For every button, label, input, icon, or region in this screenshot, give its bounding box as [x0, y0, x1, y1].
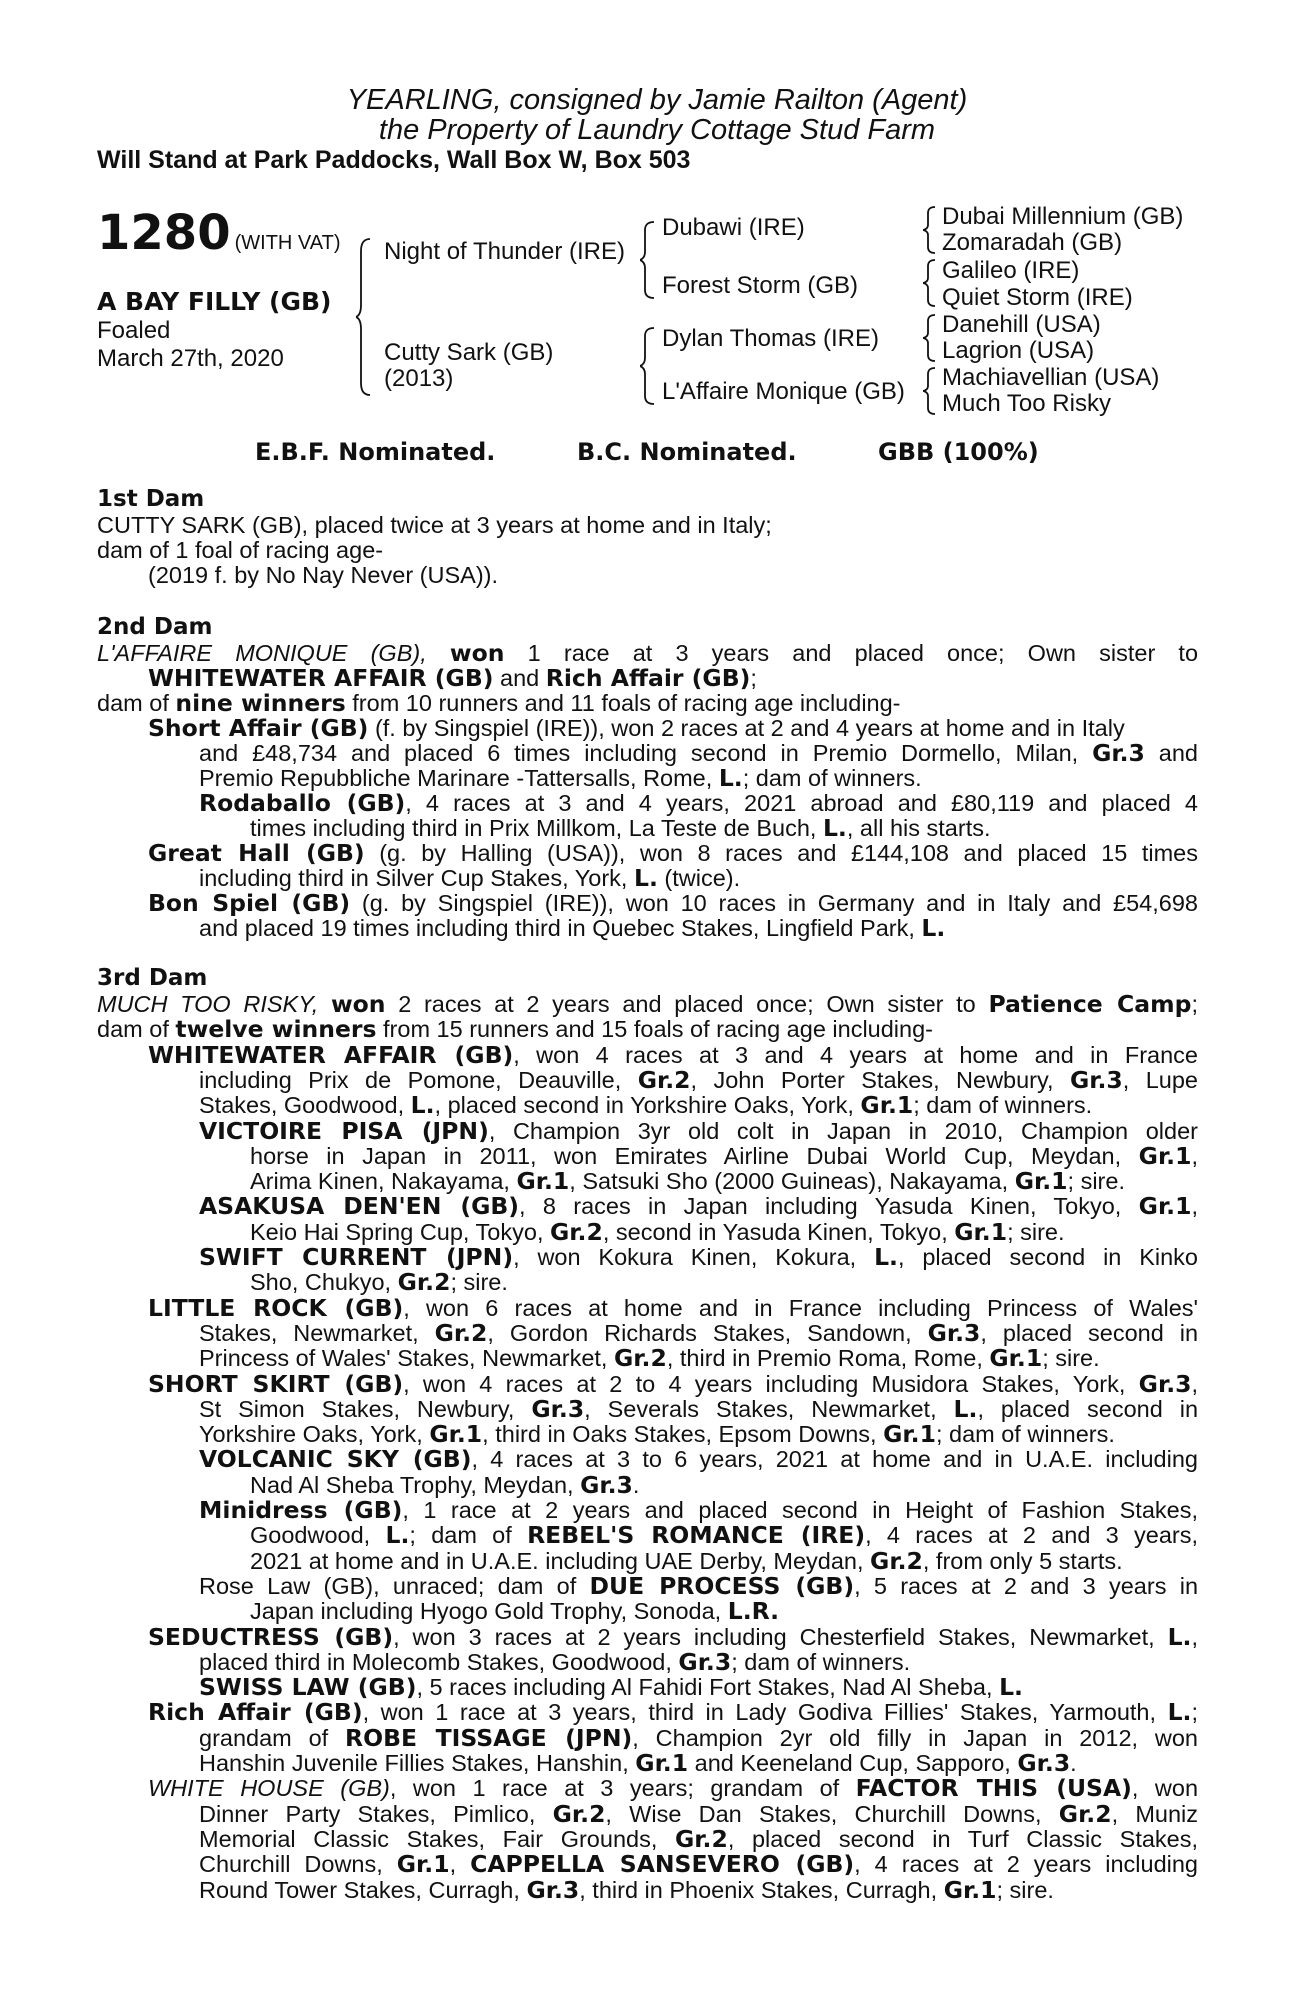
third-dam-line-2: dam of twelve winners from 15 runners and 15 foals of racing age including-: [97, 1015, 933, 1044]
third-dam-line-21: Minidress (GB), 1 race at 2 years and placed second in Height of Fashion Stakes,: [199, 1496, 1198, 1524]
horse-description: A BAY FILLY (GB): [97, 287, 332, 316]
third-dam-line-25: Japan including Hyogo Gold Trophy, Sonoda, L.R.: [250, 1597, 780, 1626]
pedigree-gg-5: Danehill (USA): [942, 311, 1101, 338]
gbb-rating: GBB (100%): [878, 438, 1039, 466]
pedigree-brace-gg4: [923, 366, 939, 416]
third-dam-line-14: Stakes, Newmarket, Gr.2, Gordon Richards Stakes, Sandown, Gr.3, placed second in: [199, 1318, 1199, 1347]
second-dam-line-9: Great Hall (GB) (g. by Halling (USA)), won 8 races and £144,108 and placed 15 times: [148, 839, 1198, 867]
third-dam-heading: 3rd Dam: [97, 965, 208, 991]
third-dam-line-31: Hanshin Juvenile Fillies Stakes, Hanshin, Gr.1 and Keeneland Cup, Sapporo, Gr.3.: [199, 1749, 1077, 1777]
third-dam-line-26: SEDUCTRESS (GB), won 3 races at 2 years including Chesterfield Stakes, Newmarket, L.,: [148, 1622, 1198, 1651]
first-dam-heading: 1st Dam: [97, 486, 205, 512]
second-dam-line-5: and £48,734 and placed 6 times including second in Premio Dormello, Milan, Gr.3 and: [199, 739, 1199, 767]
third-dam-line-20: Nad Al Sheba Trophy, Meydan, Gr.3.: [250, 1470, 640, 1499]
pedigree-gg-8: Much Too Risky: [942, 390, 1111, 417]
third-dam-line-9: ASAKUSA DEN'EN (GB), 8 races in Japan including Yasuda Kinen, Tokyo, Gr.1,: [199, 1192, 1198, 1221]
third-dam-line-28: SWISS LAW (GB), 5 races including Al Fahidi Fort Stakes, Nad Al Sheba, L.: [199, 1673, 1023, 1702]
third-dam-line-4: including Prix de Pomone, Deauville, Gr.2, John Porter Stakes, Newbury, Gr.3, Lupe: [199, 1065, 1199, 1094]
third-dam-line-22: Goodwood, L.; dam of REBEL'S ROMANCE (IRE), 4 races at 2 and 3 years,: [250, 1521, 1199, 1550]
third-dam-line-5: Stakes, Goodwood, L., placed second in Yorkshire Oaks, York, Gr.1; dam of winners.: [199, 1091, 1093, 1120]
pedigree-dam: Cutty Sark (GB): [384, 339, 554, 366]
third-dam-line-19: VOLCANIC SKY (GB), 4 races at 3 to 6 years, 2021 at home and in U.A.E. including: [199, 1445, 1198, 1474]
third-dam-line-7: horse in Japan in 2011, won Emirates Airline Dubai World Cup, Meydan, Gr.1,: [250, 1141, 1198, 1170]
first-dam-line-2: dam of 1 foal of racing age-: [97, 537, 384, 563]
pedigree-dam-dam: L'Affaire Monique (GB): [662, 378, 905, 405]
pedigree-gg-2: Zomaradah (GB): [942, 229, 1123, 256]
third-dam-line-32: WHITE HOUSE (GB), won 1 race at 3 years; grandam of FACTOR THIS (USA), won: [148, 1774, 1199, 1803]
third-dam-line-15: Princess of Wales' Stakes, Newmarket, Gr.2, third in Premio Roma, Rome, Gr.1; sire.: [199, 1344, 1100, 1373]
third-dam-line-36: Round Tower Stakes, Curragh, Gr.3, third in Phoenix Stakes, Curragh, Gr.1; sire.: [199, 1875, 1054, 1904]
pedigree-brace-gg1: [923, 205, 939, 255]
second-dam-line-8: times including third in Prix Millkom, La Teste de Buch, L., all his starts.: [250, 814, 991, 842]
third-dam-line-24: Rose Law (GB), unraced; dam of DUE PROCESS (GB), 5 races at 2 and 3 years in: [199, 1571, 1199, 1600]
second-dam-line-10: including third in Silver Cup Stakes, York, L. (twice).: [199, 864, 741, 892]
lot-number: 1280: [97, 205, 231, 261]
vat-note: (WITH VAT): [234, 232, 341, 254]
third-dam-line-10: Keio Hai Spring Cup, Tokyo, Gr.2, second in Yasuda Kinen, Tokyo, Gr.1; sire.: [250, 1217, 1065, 1246]
second-dam-line-3: dam of nine winners from 10 runners and 11 foals of racing age including-: [97, 689, 901, 717]
third-dam-line-23: 2021 at home and in U.A.E. including UAE Derby, Meydan, Gr.2, from only 5 starts.: [250, 1546, 1123, 1575]
pedigree-brace-gg3: [923, 313, 939, 363]
second-dam-line-11: Bon Spiel (GB) (g. by Singspiel (IRE)), won 10 races in Germany and in Italy and £54,698: [148, 889, 1198, 917]
third-dam-line-12: Sho, Chukyo, Gr.2; sire.: [250, 1268, 508, 1297]
first-dam-line-3: (2019 f. by No Nay Never (USA)).: [148, 562, 498, 588]
foaled-label: Foaled: [97, 317, 171, 344]
third-dam-line-18: Yorkshire Oaks, York, Gr.1, third in Oaks Stakes, Epsom Downs, Gr.1; dam of winners.: [199, 1420, 1115, 1449]
pedigree-gg-4: Quiet Storm (IRE): [942, 284, 1133, 311]
foaled-date: March 27th, 2020: [97, 345, 284, 372]
second-dam-heading: 2nd Dam: [97, 614, 213, 640]
stand-location: Will Stand at Park Paddocks, Wall Box W, Box 503: [97, 146, 691, 174]
third-dam-line-30: grandam of ROBE TISSAGE (JPN), Champion 2yr old filly in Japan in 2012, won: [199, 1723, 1198, 1752]
first-dam-line-1: CUTTY SARK (GB), placed twice at 3 years at home and in Italy;: [97, 512, 772, 538]
ebf-nomination: E.B.F. Nominated.: [255, 438, 496, 466]
pedigree-sire: Night of Thunder (IRE): [384, 238, 625, 265]
pedigree-brace-main: [356, 237, 376, 397]
consignor-line: YEARLING, consigned by Jamie Railton (Agent): [346, 84, 968, 116]
third-dam-line-17: St Simon Stakes, Newbury, Gr.3, Severals Stakes, Newmarket, L., placed second in: [199, 1394, 1199, 1423]
lot-number-block: [97, 205, 341, 261]
second-dam-line-1: L'AFFAIRE MONIQUE (GB), won 1 race at 3 years and placed once; Own sister to: [97, 639, 1199, 667]
third-dam-line-16: SHORT SKIRT (GB), won 4 races at 2 to 4 years including Musidora Stakes, York, Gr.3,: [148, 1369, 1199, 1398]
third-dam-line-27: placed third in Molecomb Stakes, Goodwood, Gr.3; dam of winners.: [199, 1647, 911, 1676]
third-dam-line-35: Churchill Downs, Gr.1, CAPPELLA SANSEVERO (GB), 4 races at 2 years including: [199, 1850, 1199, 1879]
pedigree-gg-6: Lagrion (USA): [942, 337, 1095, 364]
pedigree-brace-gg2: [923, 258, 939, 308]
pedigree-brace-dam: [640, 326, 658, 406]
third-dam-line-33: Dinner Party Stakes, Pimlico, Gr.2, Wise Dan Stakes, Churchill Downs, Gr.2, Muniz: [199, 1799, 1199, 1828]
third-dam-line-34: Memorial Classic Stakes, Fair Grounds, Gr.2, placed second in Turf Classic Stakes,: [199, 1824, 1199, 1853]
pedigree-dam-sire: Dylan Thomas (IRE): [662, 325, 879, 352]
bc-nomination: B.C. Nominated.: [577, 438, 797, 466]
pedigree-gg-7: Machiavellian (USA): [942, 364, 1160, 391]
second-dam-line-2: WHITEWATER AFFAIR (GB) and Rich Affair (GB);: [148, 664, 757, 692]
third-dam-line-3: WHITEWATER AFFAIR (GB), won 4 races at 3 and 4 years at home and in France: [148, 1040, 1198, 1069]
pedigree-gg-3: Galileo (IRE): [942, 257, 1080, 284]
foaled-info: [97, 317, 284, 373]
third-dam-line-6: VICTOIRE PISA (JPN), Champion 3yr old colt in Japan in 2010, Champion older: [199, 1116, 1198, 1145]
pedigree-sire-dam: Forest Storm (GB): [662, 272, 859, 299]
second-dam-line-4: Short Affair (GB) (f. by Singspiel (IRE)), won 2 races at 2 and 4 years at home and in Italy: [148, 714, 1125, 742]
second-dam-line-7: Rodaballo (GB), 4 races at 3 and 4 years, 2021 abroad and £80,119 and placed 4: [199, 789, 1199, 817]
third-dam-line-13: LITTLE ROCK (GB), won 6 races at home and in France including Princess of Wales': [148, 1293, 1199, 1322]
third-dam-line-29: Rich Affair (GB), won 1 race at 3 years, third in Lady Godiva Fillies' Stakes, Yarmouth, L.;: [148, 1698, 1199, 1727]
second-dam-line-12: and placed 19 times including third in Quebec Stakes, Lingfield Park, L.: [199, 914, 946, 942]
pedigree-dam-year: (2013): [384, 365, 454, 392]
property-line: the Property of Laundry Cottage Stud Farm: [378, 114, 936, 146]
third-dam-line-8: Arima Kinen, Nakayama, Gr.1, Satsuki Sho (2000 Guineas), Nakayama, Gr.1; sire.: [250, 1167, 1125, 1196]
third-dam-line-1: MUCH TOO RISKY, won 2 races at 2 years and placed once; Own sister to Patience Camp;: [97, 990, 1198, 1018]
pedigree-gg-1: Dubai Millennium (GB): [942, 203, 1184, 230]
second-dam-line-6: Premio Repubbliche Marinare -Tattersalls, Rome, L.; dam of winners.: [199, 764, 922, 792]
third-dam-line-11: SWIFT CURRENT (JPN), won Kokura Kinen, Kokura, L., placed second in Kinko: [199, 1243, 1199, 1271]
pedigree-brace-sire: [640, 220, 658, 300]
pedigree-sire-sire: Dubawi (IRE): [662, 214, 805, 241]
